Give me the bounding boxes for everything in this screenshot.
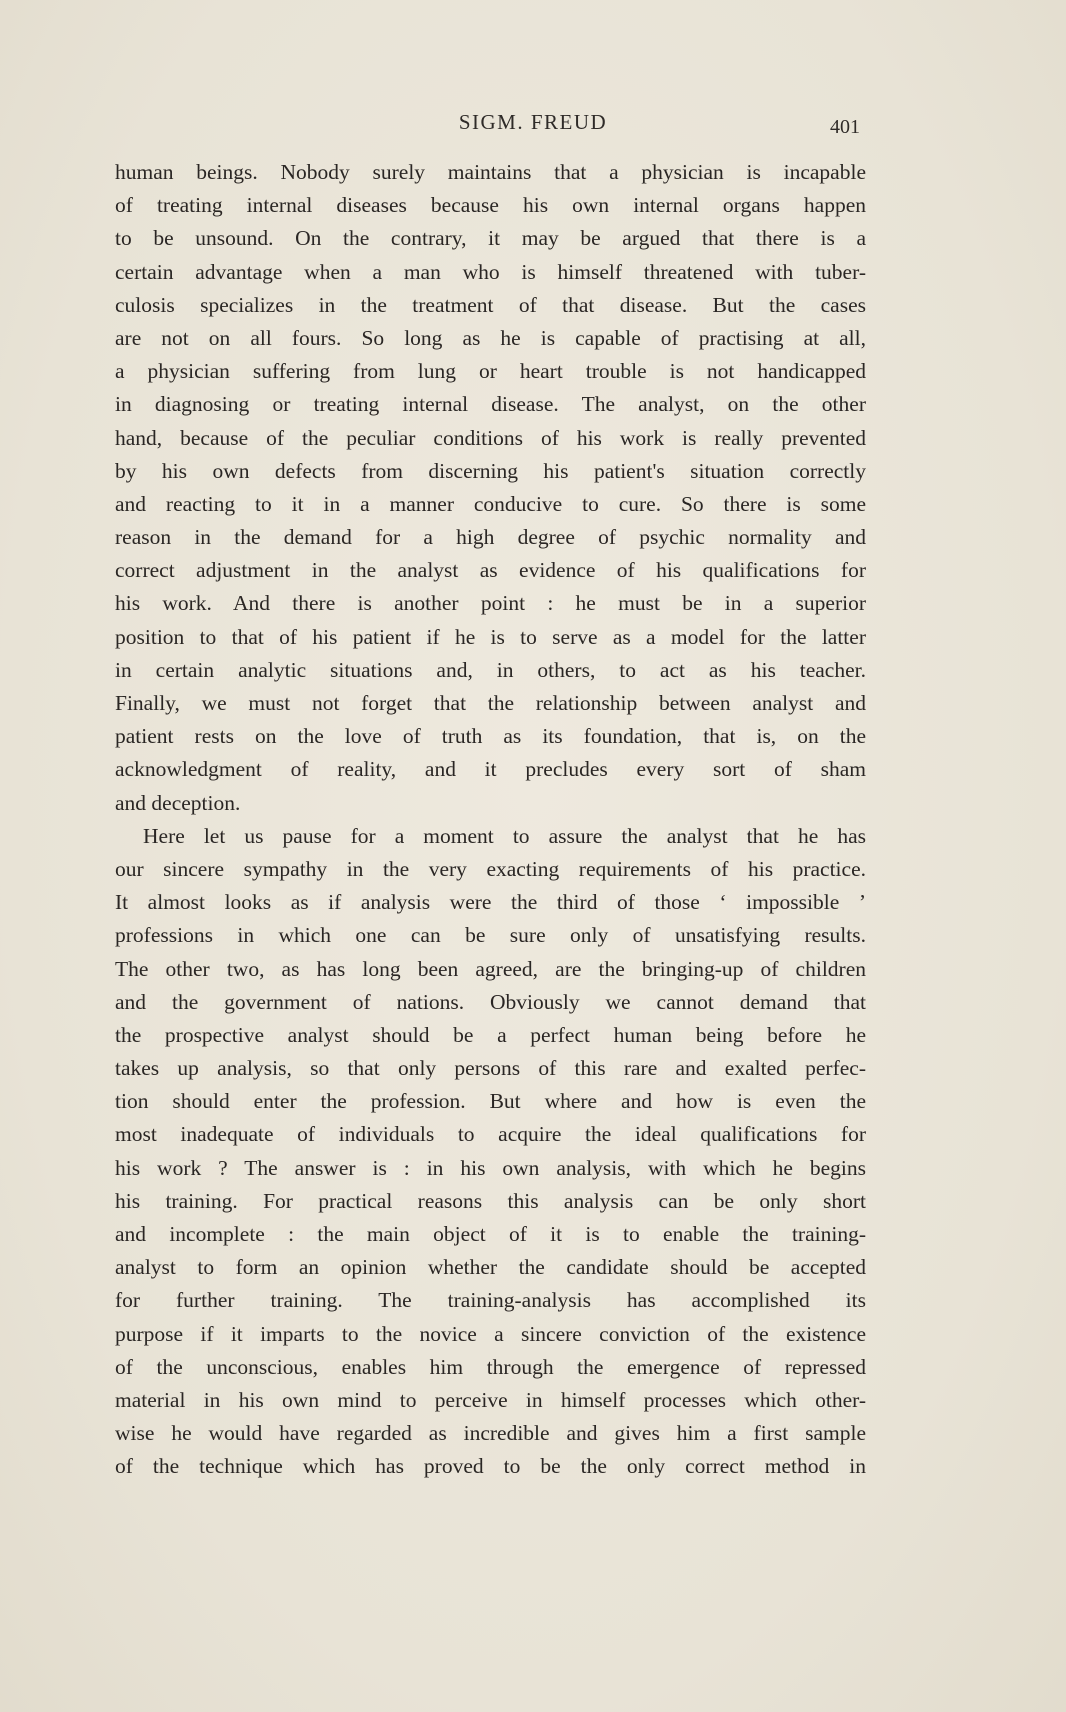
text-line: of the unconscious, enables him through the emergence of repressed [115, 1354, 866, 1379]
text-line: professions in which one can be sure only of unsatisfying results. [115, 923, 866, 948]
text-line: correct adjustment in the analyst as evidence of his qualifications for [115, 558, 866, 583]
text-line: The other two, as has long been agreed, are the bringing-up of children [115, 956, 866, 981]
text-line: acknowledgment of reality, and it precludes every sort of sham [115, 757, 866, 782]
text-line: and reacting to it in a manner conducive to cure. So there is some [115, 491, 866, 516]
text-line: of the technique which has proved to be the only correct method in [115, 1454, 866, 1479]
text-line: material in his own mind to perceive in himself processes which other- [115, 1387, 866, 1412]
text-line: his training. For practical reasons this analysis can be only short [115, 1188, 866, 1213]
text-line: tion should enter the profession. But where and how is even the [115, 1089, 866, 1114]
text-line: Finally, we must not forget that the relationship between analyst and [115, 691, 866, 715]
page-number: 401 [830, 116, 860, 138]
text-line: by his own defects from discerning his patient's situation correctly [115, 458, 866, 483]
text-line: in certain analytic situations and, in others, to act as his teacher. [115, 657, 866, 682]
paragraph-1 [115, 156, 866, 820]
text-line: his work ? The answer is : in his own analysis, with which he begins [115, 1155, 866, 1180]
text-line: of treating internal diseases because his own internal organs happen [115, 193, 866, 218]
text-line: a physician suffering from lung or heart trouble is not handicapped [115, 359, 866, 384]
text-line: most inadequate of individuals to acquire the ideal qualifications for [115, 1122, 866, 1147]
text-line: certain advantage when a man who is himself threatened with tuber- [115, 259, 866, 284]
text-line: purpose if it imparts to the novice a sincere conviction of the existence [115, 1321, 866, 1346]
running-title: SIGM. FREUD [458, 110, 608, 134]
text-line: in diagnosing or treating internal disease. The analyst, on the other [115, 392, 866, 417]
text-line: Here let us pause for a moment to assure the analyst that he has [143, 823, 866, 848]
text-line: our sincere sympathy in the very exacting requirements of his practice. [115, 856, 866, 881]
text-line: hand, because of the peculiar conditions of his work is really prevented [115, 425, 866, 450]
text-line: are not on all fours. So long as he is capable of practising at all, [115, 325, 866, 350]
text-line: to be unsound. On the contrary, it may be argued that there is a [115, 226, 866, 251]
text-line: for further training. The training-analysis has accomplished its [115, 1288, 866, 1313]
body-text [115, 156, 866, 1484]
text-line: human beings. Nobody surely maintains that a physician is incapable [115, 160, 866, 184]
text-line: and incomplete : the main object of it is to enable the training- [115, 1222, 866, 1246]
text-line: patient rests on the love of truth as its foundation, that is, on the [115, 724, 866, 749]
text-line: culosis specializes in the treatment of that disease. But the cases [115, 292, 866, 317]
text-line: It almost looks as if analysis were the third of those ‘ impossible ’ [115, 890, 866, 915]
text-line: analyst to form an opinion whether the candidate should be accepted [115, 1255, 866, 1280]
text-line: the prospective analyst should be a perfect human being before he [115, 1022, 866, 1047]
text-line: position to that of his patient if he is to serve as a model for the latter [115, 624, 866, 649]
text-line: and the government of nations. Obviously we cannot demand that [115, 989, 866, 1014]
text-line: his work. And there is another point : he must be in a superior [115, 591, 866, 616]
paragraph-2 [115, 820, 866, 1484]
text-line: takes up analysis, so that only persons of this rare and exalted perfec- [115, 1056, 866, 1081]
text-line: and deception. [115, 790, 241, 815]
text-line: reason in the demand for a high degree of psychic normality and [115, 525, 866, 550]
text-line: wise he would have regarded as incredible and gives him a first sample [115, 1421, 866, 1446]
